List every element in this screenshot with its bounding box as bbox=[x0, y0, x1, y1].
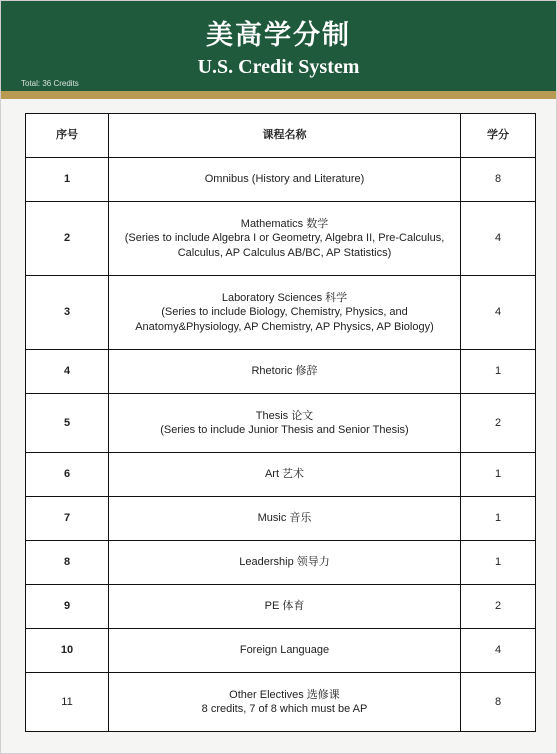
course-name-cell bbox=[109, 202, 461, 276]
course-title: Omnibus (History and Literature) bbox=[204, 173, 365, 186]
course-title: Mathematics 数学 bbox=[240, 217, 329, 230]
column-header-course: 课程名称 bbox=[109, 114, 461, 158]
course-name-cell bbox=[109, 394, 461, 453]
credit-value: 1 bbox=[461, 453, 536, 497]
table-header-row bbox=[26, 114, 536, 158]
credit-table bbox=[25, 113, 536, 732]
course-name-cell bbox=[109, 453, 461, 497]
table-row bbox=[26, 541, 536, 585]
course-name-cell bbox=[109, 541, 461, 585]
row-number: 3 bbox=[26, 276, 109, 350]
course-title: Foreign Language bbox=[239, 644, 330, 657]
row-number: 5 bbox=[26, 394, 109, 453]
credit-value: 1 bbox=[461, 541, 536, 585]
course-name-cell bbox=[109, 350, 461, 394]
table-row bbox=[26, 276, 536, 350]
course-detail: (Series to include Biology, Chemistry, Physics, and bbox=[161, 306, 408, 319]
page-title-cn: 美高学分制 bbox=[206, 20, 351, 51]
row-number: 10 bbox=[26, 629, 109, 673]
credit-value: 8 bbox=[461, 158, 536, 202]
credit-value: 4 bbox=[461, 629, 536, 673]
course-detail: (Series to include Algebra I or Geometry, Algebra II, Pre-Calculus, bbox=[124, 232, 445, 245]
course-name-cell bbox=[109, 585, 461, 629]
row-number: 9 bbox=[26, 585, 109, 629]
course-name-cell bbox=[109, 276, 461, 350]
divider-bar bbox=[1, 91, 556, 99]
table-row bbox=[26, 497, 536, 541]
table-row bbox=[26, 350, 536, 394]
course-name-cell bbox=[109, 629, 461, 673]
row-number: 1 bbox=[26, 158, 109, 202]
header-banner bbox=[1, 1, 556, 91]
row-number: 11 bbox=[26, 673, 109, 732]
credit-value: 4 bbox=[461, 276, 536, 350]
course-title: Rhetoric 修辞 bbox=[251, 365, 318, 378]
table-row bbox=[26, 585, 536, 629]
row-number: 6 bbox=[26, 453, 109, 497]
column-header-number: 序号 bbox=[26, 114, 109, 158]
credit-value: 2 bbox=[461, 585, 536, 629]
table-row bbox=[26, 394, 536, 453]
row-number: 8 bbox=[26, 541, 109, 585]
column-header-credits: 学分 bbox=[461, 114, 536, 158]
credit-value: 8 bbox=[461, 673, 536, 732]
course-title: Other Electives 选修课 bbox=[229, 688, 340, 701]
course-title: Music 音乐 bbox=[257, 512, 312, 525]
course-name-cell bbox=[109, 158, 461, 202]
credit-value: 2 bbox=[461, 394, 536, 453]
course-detail: (Series to include Junior Thesis and Senior Thesis) bbox=[160, 424, 409, 436]
table-row bbox=[26, 158, 536, 202]
course-detail: 8 credits, 7 of 8 which must be AP bbox=[201, 703, 368, 715]
page-title-en: U.S. Credit System bbox=[197, 56, 360, 78]
credit-value: 1 bbox=[461, 497, 536, 541]
course-title: PE 体育 bbox=[264, 600, 305, 613]
course-detail: Anatomy&Physiology, AP Chemistry, AP Physics, AP Biology) bbox=[135, 320, 434, 333]
row-number: 4 bbox=[26, 350, 109, 394]
total-credits: Total: 36 Credits bbox=[21, 79, 79, 88]
credit-value: 1 bbox=[461, 350, 536, 394]
table-row bbox=[26, 453, 536, 497]
course-title: Laboratory Sciences 科学 bbox=[221, 291, 348, 304]
course-title: Art 艺术 bbox=[264, 468, 305, 481]
row-number: 2 bbox=[26, 202, 109, 276]
table-row bbox=[26, 202, 536, 276]
table-row bbox=[26, 673, 536, 732]
course-title: Leadership 领导力 bbox=[239, 556, 330, 569]
credit-value: 4 bbox=[461, 202, 536, 276]
course-title: Thesis 论文 bbox=[255, 409, 314, 422]
row-number: 7 bbox=[26, 497, 109, 541]
course-detail: Calculus, AP Calculus AB/BC, AP Statistics) bbox=[177, 246, 392, 259]
table-row bbox=[26, 629, 536, 673]
course-name-cell bbox=[109, 497, 461, 541]
course-name-cell bbox=[109, 673, 461, 732]
